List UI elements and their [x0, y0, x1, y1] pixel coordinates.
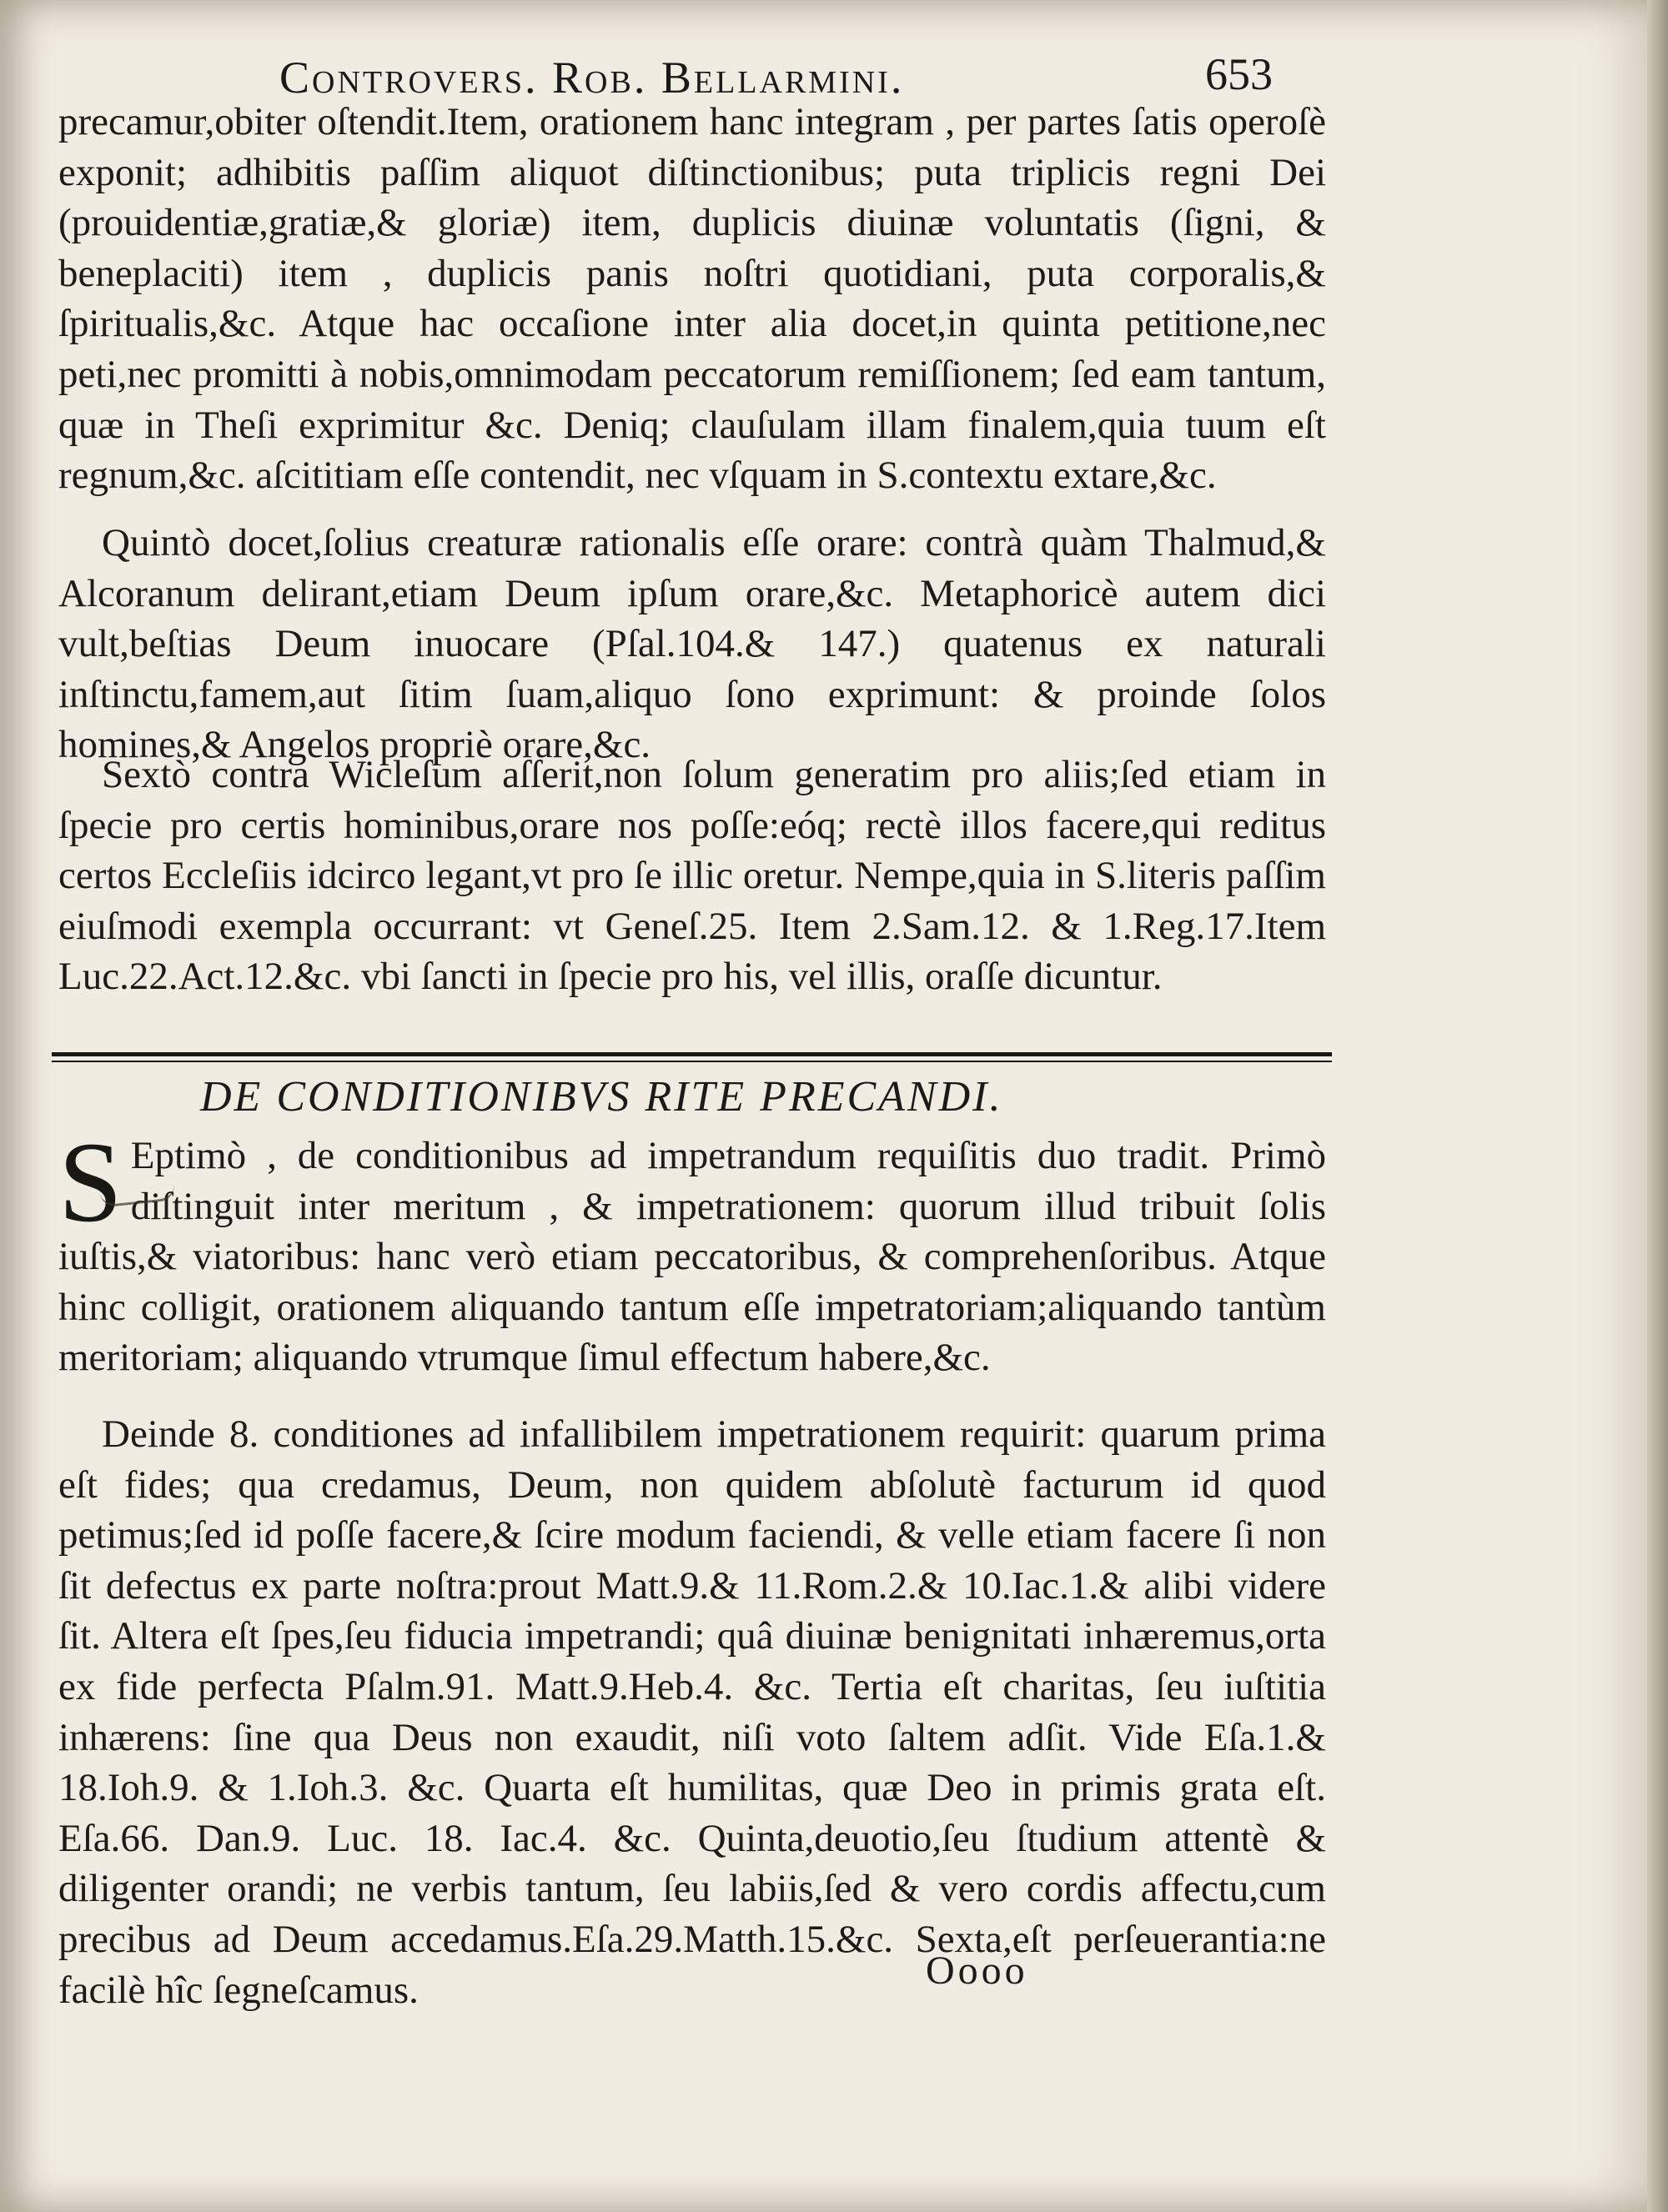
page-header — [0, 33, 1655, 103]
section-divider-rule — [52, 1052, 1332, 1062]
signature-mark: Oooo — [926, 1949, 1028, 1993]
paragraph-text: precamur,obiter oſtendit.Item, orationem hanc integram , per partes ſatis operoſè exponit; adhibitis paſſim aliquot diſtinctionibus; puta triplicis regni Dei (prouidentiæ,gratiæ,& gloriæ) item, duplicis diuinæ voluntatis (ſigni, & beneplaciti) item , duplicis panis noſtri quotidiani, puta corporalis,& ſpiritualis,&c. Atque hac occaſione inter alia docet,in quinta petitione,nec peti,nec promitti à nobis,omnimodam peccatorum remiſſionem; ſed eam tantum, quæ in Theſi exprimitur &c. Deniq; clauſulam illam finalem,quia tuum eſt regnum,&c. aſcititiam eſſe contendit, nec vſquam in S.contextu extare,&c. — [58, 100, 1326, 498]
section-paragraph-deinde — [58, 1409, 1326, 2015]
paragraph-quinto — [58, 518, 1326, 770]
section-paragraph-septimo — [58, 1118, 1326, 1383]
paragraph-continued — [58, 97, 1326, 501]
section-heading: DE CONDITIONIBVS RITE PRECANDI. — [200, 1073, 1003, 1121]
paragraph-text: Deinde 8. conditiones ad infallibilem impetrationem requirit: quarum prima eſt fides; qua credamus, Deum, non quidem abſolutè facturum id quod petimus;ſed id poſſe facere,& ſcire modum faciendi, & velle etiam facere ſi non ſit defectus ex parte noſtra:prout Matt.9.& 11.Rom.2.& 10.Iac.1.& alibi videre ſit. Altera eſt ſpes,ſeu fiducia impetrandi; quâ diuinæ benignitati inhæremus,orta ex fide perfecta Pſalm.91. Matt.9.Heb.4. &c. Tertia eſt charitas, ſeu iuſtitia inhærens: ſine qua Deus non exaudit, niſi voto ſaltem adſit. Vide Eſa.1.& 18.Ioh.9. & 1.Ioh.3. &c. Quarta eſt humilitas, quæ Deo in primis grata eſt. Eſa.66. Dan.9. Luc. 18. Iac.4. &c. Quinta,deuotio,ſeu ſtudium attentè & diligenter orandi; ne verbis tantum, ſeu labiis,ſed & vero cordis affectu,cum precibus ad Deum accedamus.Eſa.29.Matth.15.&c. Sexta,eſt perſeuerantia:ne facilè hîc ſegneſcamus. — [58, 1412, 1326, 2012]
page-edge — [1647, 0, 1668, 2212]
drop-cap: S — [58, 1118, 123, 1246]
page-number: 653 — [1205, 49, 1273, 99]
paragraph-text: Quintò docet,ſolius creaturæ rationalis eſſe orare: contrà quàm Thalmud,& Alcoranum delirant,etiam Deum ipſum orare,&c. Metaphoricè autem dici vult,beſtias Deum inuocare (Pſal.104.& 147.) quatenus ex naturali inſtinctu,famem,aut ſitim ſuam,aliquo ſono exprimunt: & proinde ſolos homines,& Angelos propriè orare,&c. — [58, 521, 1326, 767]
paragraph-text: Eptimò , de conditionibus ad impetrandum requiſitis duo tradit. Primò diſtinguit inter meritum , & impetrationem: quorum illud tribuit ſolis iuſtis,& viatoribus: hanc verò etiam peccatoribus, & comprehenſoribus. Atque hinc colligit, orationem aliquando tantum eſſe impetratoriam;aliquando tantùm meritoriam; aliquando vtrumque ſimul effectum habere,&c. — [58, 1134, 1326, 1380]
running-head: Controvers. Rob. Bellarmini. — [279, 53, 905, 103]
paragraph-sexto — [58, 750, 1326, 1002]
paragraph-text: Sextò contra Wicleſum aſſerit,non ſolum generatim pro aliis;ſed etiam in ſpecie pro certis hominibus,orare nos poſſe:eóq; rectè illos facere,qui reditus certos Eccleſiis idcirco legant,vt pro ſe illic oretur. Nempe,quia in S.literis paſſim eiuſmodi exempla occurrant: vt Geneſ.25. Item 2.Sam.12. & 1.Reg.17.Item Luc.22.Act.12.&c. vbi ſancti in ſpecie pro his, vel illis, oraſſe dicuntur. — [58, 753, 1326, 999]
